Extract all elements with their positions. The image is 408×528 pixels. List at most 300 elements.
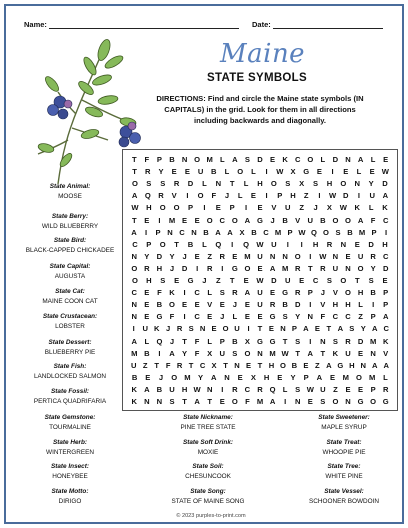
grid-letter[interactable]: N [257,348,263,358]
grid-letter[interactable]: M [281,263,289,273]
grid-letter[interactable]: V [207,300,213,310]
grid-letter[interactable]: O [340,179,347,189]
grid-letter[interactable]: G [303,167,310,177]
grid-letter[interactable]: R [232,384,238,394]
grid-letter[interactable]: S [282,312,288,322]
grid-letter[interactable]: O [231,397,238,406]
grid-letter[interactable]: I [196,263,199,273]
grid-letter[interactable]: N [280,324,286,334]
grid-letter[interactable]: M [168,215,176,225]
grid-letter[interactable]: I [265,191,268,201]
grid-letter[interactable]: C [382,251,389,261]
grid-letter[interactable]: O [357,263,364,273]
grid-letter[interactable]: I [132,324,135,334]
grid-letter[interactable]: W [256,239,264,249]
grid-letter[interactable]: E [211,324,217,334]
grid-letter[interactable]: C [263,227,269,237]
grid-letter[interactable]: Y [169,251,175,261]
grid-letter[interactable]: A [269,263,276,273]
grid-letter[interactable]: T [132,167,137,177]
grid-letter[interactable]: C [131,288,138,298]
grid-letter[interactable]: N [131,312,138,322]
grid-letter[interactable]: E [174,276,180,285]
grid-letter[interactable]: C [345,312,351,322]
grid-letter[interactable]: W [281,348,289,358]
grid-letter[interactable]: H [312,239,319,249]
grid-letter[interactable]: R [173,179,180,189]
grid-letter[interactable]: K [382,336,389,346]
grid-letter[interactable]: U [257,288,263,298]
grid-letter[interactable]: W [131,203,139,213]
grid-letter[interactable]: B [347,227,353,237]
grid-letter[interactable]: V [320,300,326,310]
grid-letter[interactable]: O [370,397,377,406]
grid-letter[interactable]: P [383,288,389,298]
grid-letter[interactable]: I [144,227,148,237]
grid-letter[interactable]: E [194,215,200,225]
grid-letter[interactable]: K [332,348,339,358]
grid-letter[interactable]: N [206,384,213,394]
word-search-grid[interactable] [122,149,398,411]
grid-letter[interactable]: B [320,215,326,225]
grid-letter[interactable]: A [372,360,378,370]
grid-letter[interactable]: I [318,191,321,201]
grid-letter[interactable]: P [303,372,309,382]
grid-letter[interactable]: P [146,239,152,249]
grid-letter[interactable]: A [372,324,378,334]
grid-letter[interactable]: G [269,336,276,346]
grid-letter[interactable]: X [290,167,296,177]
grid-letter[interactable]: S [320,397,326,406]
grid-letter[interactable]: Z [299,203,304,213]
grid-letter[interactable]: L [320,155,326,164]
grid-letter[interactable]: G [269,312,276,322]
grid-letter[interactable]: L [202,179,207,189]
grid-letter[interactable]: I [221,263,224,273]
grid-letter[interactable]: N [345,397,351,406]
grid-letter[interactable]: K [354,203,360,213]
grid-letter[interactable]: I [247,324,250,334]
grid-letter[interactable]: L [207,288,213,298]
grid-letter[interactable]: G [357,397,364,406]
grid-letter[interactable]: N [340,239,347,249]
grid-letter[interactable]: E [330,372,336,382]
grid-letter[interactable]: Q [144,191,151,201]
grid-letter[interactable]: J [232,300,237,310]
grid-letter[interactable]: H [156,263,163,273]
grid-letter[interactable]: O [279,360,286,370]
grid-letter[interactable]: A [215,227,221,237]
grid-letter[interactable]: D [382,179,388,189]
grid-letter[interactable]: E [144,215,150,225]
grid-letter[interactable]: O [169,300,175,310]
grid-letter[interactable]: B [187,239,194,249]
grid-letter[interactable]: Z [303,191,309,201]
grid-letter[interactable]: W [298,227,306,237]
grid-letter[interactable]: S [326,276,332,285]
grid-letter[interactable]: N [320,336,326,346]
grid-letter[interactable]: R [294,263,301,273]
grid-letter[interactable]: F [169,312,175,322]
grid-letter[interactable]: G [231,263,238,273]
grid-letter[interactable]: S [188,324,194,334]
grid-letter[interactable]: C [194,312,200,322]
grid-letter[interactable]: S [335,227,341,237]
grid-letter[interactable]: E [182,300,188,310]
grid-letter[interactable]: U [219,348,226,358]
grid-letter[interactable]: S [146,179,152,189]
grid-letter[interactable]: A [357,155,364,164]
grid-letter[interactable]: W [329,191,337,201]
grid-letter[interactable]: E [243,276,249,285]
grid-letter[interactable]: H [146,276,152,285]
grid-letter[interactable]: L [358,300,363,310]
grid-letter[interactable]: S [349,324,355,334]
grid-letter[interactable]: R [144,263,150,273]
grid-letter[interactable]: I [203,203,206,213]
grid-letter[interactable]: M [131,348,138,358]
grid-letter[interactable]: D [156,251,163,261]
grid-letter[interactable]: L [282,384,288,394]
grid-letter[interactable]: R [145,167,151,177]
grid-letter[interactable]: O [159,239,166,249]
grid-letter[interactable]: B [131,372,138,382]
grid-letter[interactable]: T [182,397,187,406]
grid-letter[interactable]: I [221,384,224,394]
grid-letter[interactable]: Z [207,251,213,261]
grid-letter[interactable]: J [202,276,207,285]
grid-letter[interactable]: E [358,348,364,358]
grid-letter[interactable]: R [158,191,164,201]
grid-letter[interactable]: P [370,312,376,322]
grid-letter[interactable]: R [269,300,276,310]
grid-letter[interactable]: C [382,215,389,225]
grid-letter[interactable]: J [169,263,175,273]
grid-letter[interactable]: B [156,300,163,310]
grid-letter[interactable]: O [244,348,251,358]
grid-letter[interactable]: I [186,191,189,201]
grid-letter[interactable]: C [294,155,301,164]
grid-letter[interactable]: O [231,215,238,225]
grid-letter[interactable]: X [250,372,256,382]
grid-letter[interactable]: Y [158,167,164,177]
grid-letter[interactable]: A [326,360,332,370]
grid-letter[interactable]: D [181,263,188,273]
grid-letter[interactable]: N [181,155,188,164]
grid-letter[interactable]: R [370,251,376,261]
grid-letter[interactable]: L [219,155,225,164]
grid-letter[interactable]: I [183,312,186,322]
grid-letter[interactable]: E [237,372,243,382]
grid-letter[interactable]: M [274,227,282,237]
grid-letter[interactable]: V [295,215,301,225]
grid-letter[interactable]: C [244,384,251,394]
grid-letter[interactable]: N [167,227,173,237]
grid-letter[interactable]: W [319,251,327,261]
grid-letter[interactable]: L [207,336,213,346]
grid-letter[interactable]: E [144,288,150,298]
grid-letter[interactable]: U [197,167,204,177]
grid-letter[interactable]: I [284,397,287,406]
grid-letter[interactable]: X [211,360,217,370]
grid-letter[interactable]: S [295,384,301,394]
grid-letter[interactable]: X [207,348,213,358]
grid-letter[interactable]: S [160,179,166,189]
grid-letter[interactable]: E [182,215,188,225]
grid-letter[interactable]: E [219,397,225,406]
grid-letter[interactable]: A [131,191,138,201]
grid-letter[interactable]: O [206,215,213,225]
grid-letter[interactable]: E [171,167,177,177]
grid-letter[interactable]: W [339,203,347,213]
grid-letter[interactable]: L [370,155,376,164]
grid-letter[interactable]: A [131,336,138,346]
grid-letter[interactable]: C [312,276,319,285]
grid-letter[interactable]: M [206,155,213,164]
grid-letter[interactable]: X [239,227,245,237]
grid-letter[interactable]: B [203,227,209,237]
grid-letter[interactable]: W [276,167,284,177]
grid-letter[interactable]: M [342,372,349,382]
grid-letter[interactable]: C [332,312,339,322]
grid-letter[interactable]: T [354,276,360,285]
grid-letter[interactable]: P [370,384,376,394]
grid-letter[interactable]: B [156,384,163,394]
grid-letter[interactable]: S [295,336,301,346]
grid-letter[interactable]: N [199,324,206,334]
grid-letter[interactable]: F [211,191,217,201]
grid-letter[interactable]: A [269,397,276,406]
grid-letter[interactable]: H [382,239,388,249]
grid-letter[interactable]: R [219,251,226,261]
grid-letter[interactable]: U [285,203,291,213]
grid-letter[interactable]: P [156,155,162,164]
grid-letter[interactable]: E [145,372,151,382]
grid-letter[interactable]: V [383,348,389,358]
grid-letter[interactable]: N [307,312,314,322]
grid-letter[interactable]: N [282,251,288,261]
grid-letter[interactable]: Z [215,276,221,285]
grid-letter[interactable]: R [326,239,333,249]
grid-letter[interactable]: L [383,372,388,382]
grid-letter[interactable]: W [193,384,201,394]
grid-letter[interactable]: U [257,251,263,261]
grid-letter[interactable]: U [369,191,375,201]
grid-letter[interactable]: G [187,276,194,285]
grid-letter[interactable]: E [354,239,360,249]
grid-letter[interactable]: R [232,288,238,298]
grid-letter[interactable]: L [144,336,150,346]
grid-letter[interactable]: U [357,251,364,261]
grid-letter[interactable]: Y [368,179,374,189]
grid-letter[interactable]: I [384,227,388,237]
grid-letter[interactable]: H [268,360,275,370]
grid-letter[interactable]: O [323,227,329,237]
grid-letter[interactable]: A [244,215,251,225]
grid-letter[interactable]: E [270,288,276,298]
date-field[interactable] [252,20,383,29]
grid-letter[interactable]: I [231,239,234,249]
grid-letter[interactable]: E [244,312,250,322]
grid-letter[interactable]: C [132,239,138,249]
grid-letter[interactable]: A [131,227,137,237]
grid-letter[interactable]: Y [360,324,366,334]
grid-letter[interactable]: E [382,276,388,285]
grid-letter[interactable]: N [345,263,351,273]
grid-letter[interactable]: O [345,288,351,298]
grid-letter[interactable]: S [232,348,238,358]
grid-letter[interactable]: X [326,203,332,213]
grid-letter[interactable]: F [165,360,171,370]
grid-letter[interactable]: I [286,239,289,249]
grid-letter[interactable]: B [370,288,376,298]
grid-letter[interactable]: L [237,191,243,201]
grid-letter[interactable]: O [237,167,244,177]
grid-letter[interactable]: N [144,397,150,406]
grid-letter[interactable]: A [316,372,323,382]
grid-letter[interactable]: J [166,324,171,334]
grid-letter[interactable]: A [382,191,389,201]
grid-letter[interactable]: Y [198,372,204,382]
grid-letter[interactable]: Z [333,384,338,394]
grid-letter[interactable]: P [287,227,293,237]
grid-letter[interactable]: T [307,263,313,273]
grid-letter[interactable]: S [313,179,319,189]
grid-letter[interactable]: P [219,336,225,346]
grid-letter[interactable]: N [294,397,301,406]
grid-letter[interactable]: I [183,288,186,298]
grid-letter[interactable]: G [257,215,263,225]
grid-letter[interactable]: E [383,155,389,164]
grid-letter[interactable]: T [131,155,137,164]
grid-letter[interactable]: J [169,336,175,346]
grid-letter[interactable]: C [179,227,185,237]
grid-letter[interactable]: E [369,167,375,177]
grid-letter[interactable]: M [358,227,366,237]
grid-letter[interactable]: N [234,360,240,370]
grid-letter[interactable]: T [154,360,159,370]
grid-letter[interactable]: D [271,276,277,285]
grid-letter[interactable]: C [199,360,206,370]
grid-letter[interactable]: U [234,324,240,334]
grid-letter[interactable]: R [345,336,351,346]
grid-letter[interactable]: T [257,324,263,334]
grid-letter[interactable]: F [144,155,150,164]
grid-letter[interactable]: Y [182,348,188,358]
grid-letter[interactable]: C [194,288,200,298]
grid-letter[interactable]: E [299,276,305,285]
grid-letter[interactable]: O [270,179,277,189]
grid-letter[interactable]: P [155,227,161,237]
grid-letter[interactable]: E [257,312,263,322]
grid-letter[interactable]: B [251,227,257,237]
grid-letter[interactable]: E [207,312,213,322]
grid-letter[interactable]: Z [142,360,148,370]
grid-letter[interactable]: R [320,263,326,273]
grid-letter[interactable]: Q [156,336,163,346]
grid-letter[interactable]: S [244,155,250,164]
grid-letter[interactable]: N [224,372,230,382]
grid-letter[interactable]: O [171,372,178,382]
grid-letter[interactable]: J [224,191,230,201]
grid-letter[interactable]: O [356,372,362,382]
grid-letter[interactable]: H [357,288,364,298]
grid-letter[interactable]: L [232,312,238,322]
grid-letter[interactable]: M [256,397,264,406]
grid-letter[interactable]: T [182,336,187,346]
grid-letter[interactable]: U [257,300,263,310]
grid-letter[interactable]: K [282,155,288,164]
grid-letter[interactable]: T [188,360,194,370]
grid-letter[interactable]: E [245,360,252,370]
grid-letter[interactable]: E [250,191,256,201]
grid-letter[interactable]: E [215,203,221,213]
grid-letter[interactable]: E [345,251,351,261]
grid-letter[interactable]: S [285,179,291,189]
grid-letter[interactable]: U [271,239,277,249]
grid-letter[interactable]: Y [295,312,301,322]
grid-letter[interactable]: O [294,251,301,261]
grid-letter[interactable]: B [211,167,217,177]
grid-letter[interactable]: I [309,300,312,310]
grid-letter[interactable]: Q [269,384,276,394]
grid-letter[interactable]: T [282,336,288,346]
grid-letter[interactable]: L [243,179,249,189]
grid-letter[interactable]: H [345,300,351,310]
grid-letter[interactable]: A [194,397,200,406]
grid-letter[interactable]: V [271,203,277,213]
grid-letter[interactable]: K [153,324,160,334]
grid-letter[interactable]: B [291,360,298,370]
grid-letter[interactable]: E [219,300,225,310]
grid-letter[interactable]: A [227,227,233,237]
grid-letter[interactable]: O [340,276,347,285]
grid-letter[interactable]: J [320,288,325,298]
grid-letter[interactable]: R [176,360,183,370]
grid-letter[interactable]: M [184,372,191,382]
grid-letter[interactable]: X [244,336,250,346]
grid-letter[interactable]: U [320,384,326,394]
grid-letter[interactable]: D [382,263,389,273]
grid-letter[interactable]: U [142,324,148,334]
grid-letter[interactable]: U [332,263,339,273]
grid-letter[interactable]: V [171,191,177,201]
grid-letter[interactable]: N [131,300,138,310]
grid-letter[interactable]: C [383,324,389,334]
grid-letter[interactable]: I [158,215,161,225]
grid-letter[interactable]: G [257,336,263,346]
grid-letter[interactable]: P [187,203,194,213]
grid-letter[interactable]: H [263,372,270,382]
grid-letter[interactable]: N [156,397,163,406]
grid-letter[interactable]: D [368,239,374,249]
grid-letter[interactable]: E [303,360,309,370]
grid-letter[interactable]: I [245,203,248,213]
grid-letter[interactable]: D [187,179,194,189]
grid-letter[interactable]: M [244,251,251,261]
grid-letter[interactable]: B [169,155,175,164]
grid-letter[interactable]: D [257,155,263,164]
grid-letter[interactable]: E [277,372,283,382]
grid-letter[interactable]: O [307,155,314,164]
grid-letter[interactable]: Z [315,360,320,370]
grid-letter[interactable]: R [206,263,213,273]
grid-letter[interactable]: U [345,348,351,358]
grid-letter[interactable]: O [159,203,166,213]
grid-letter[interactable]: O [197,191,204,201]
grid-letter[interactable]: K [382,203,388,213]
grid-letter[interactable]: T [326,324,332,334]
